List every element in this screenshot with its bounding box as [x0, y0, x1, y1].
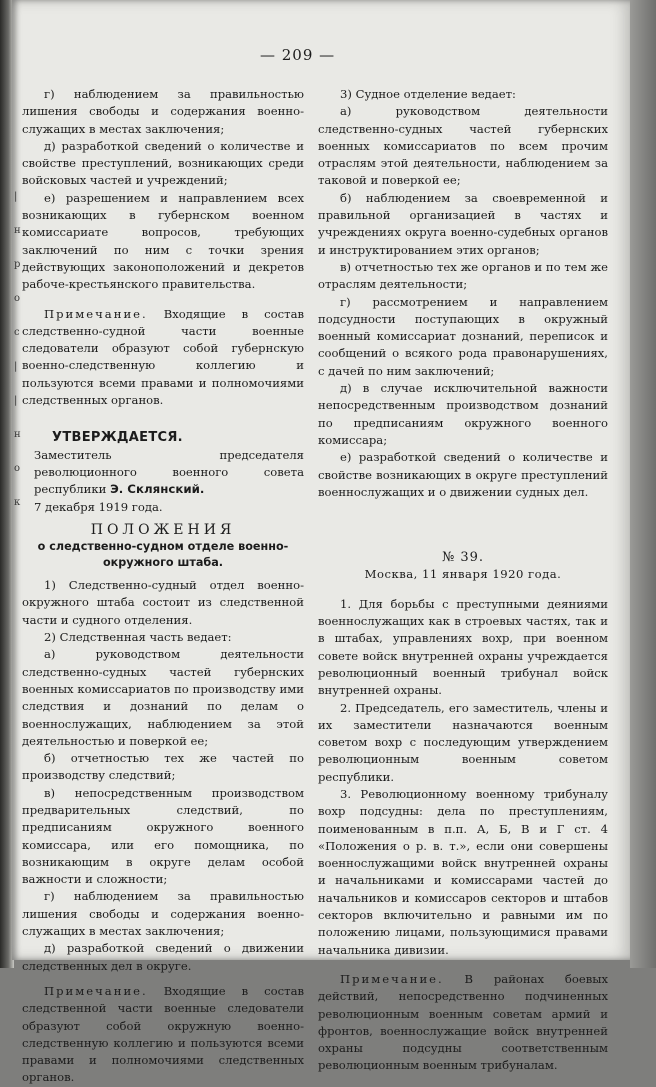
page-number: — 209 — [260, 46, 336, 64]
item-3g: г) рассмотрением и направлением подсудности поступающих в окружный военный комиссариат дознаний, переписок и сообщений о всякого рода правонарушениях, с дачей по ним заключений; [318, 294, 608, 378]
item-1: 1) Следственно-судный отдел военно-окружного штаба состоит из следственной части и судного отделения. [22, 578, 304, 627]
item-2b: б) отчетностью тех же частей по производству следствий; [22, 751, 304, 783]
paragraph-3: 3. Революционному военному трибуналу вохр подсудны: дела по преступлениям, поименованным в п.п. А, Б, В и Г ст. 4 «Положения о р. в. т.», если они совершены военнослужащими войск внутренней охраны и начальниками и комиссарами частей до начальников и комиссаров секторов и штабов секторов включительно и равными им по положению лицами, пользующимися правами начальника дивизии. [318, 786, 608, 957]
note-1-heading: Примечание. [44, 306, 148, 321]
item-2d: д) разработкой сведений о движении следственных дел в округе. [22, 941, 304, 973]
item-3e: е) разработкой сведений о количестве и свойстве возникающих в округе преступлений военнослужащих и о движении судных дел. [318, 450, 608, 499]
item-2a: а) руководством деятельности следственно-судных частей губернских военных комиссариатов по производству ими следствия и дознаний по делам о военнослужащих, наблюдением за этой деятельностью и поверкой ее; [22, 647, 304, 748]
clause-d: д) разработкой сведений о количестве и свойстве преступлений, возникающих среди войсковых частей и учреждений; [22, 138, 304, 188]
approval-title: УТВЕРЖДАЕТСЯ. [52, 430, 183, 446]
item-3a: а) руководством деятельности следственно-судных частей губернских военных комиссариатов по всем прочим отраслям этой деятельности, наблюдением за таковой и поверкой ее; [318, 104, 608, 188]
paragraph-1: 1. Для борьбы с преступными деяниями военнослужащих как в строевых частях, так и в штабах, управлениях вохр, при военном совете войск внутренней охраны учреждается революционный военный трибунал войск внутренней охраны. [318, 596, 608, 698]
approval-date: 7 декабря 1919 года. [34, 499, 163, 514]
gutter-marks: | н р о с | | н о к [14, 191, 21, 508]
item-3: 3) Судное отделение ведает: [340, 87, 516, 101]
note-2-heading: Примечание. [44, 983, 148, 998]
note-1-text: Входящие в состав следственно-судной части военные следователи образуют собой губернскую военно-следственную коллегию и пользуются всеми правами и полномочиями следственных органов. [22, 306, 305, 408]
clause-g: г) наблюдением за правильностью лишения свободы и содержания военно-служащих в местах заключения; [22, 87, 304, 136]
place-date: Москва, 11 января 1920 года. [364, 567, 562, 582]
note-2-text: Входящие в состав следственной части военные следователи образуют собой окружную военно-следственную коллегию и пользуются всеми правами и полномочиями следственных органов. [22, 983, 305, 1085]
note-3-heading: Примечание. [340, 971, 444, 986]
item-3v: в) отчетностью тех же органов и по тем же отраслям деятельности; [318, 259, 608, 292]
regulation-title: ПОЛОЖЕНИЯ [90, 521, 236, 538]
item-3d: д) в случае исключительной важности непосредственным производством дознаний по предписаниям окружного военного комиссара; [318, 381, 608, 447]
approval-block [22, 447, 304, 499]
note-2 [22, 983, 304, 1087]
note-3 [318, 971, 608, 1075]
clause-e: е) разрешением и направлением всех возникающих в губернском военном комиссариате вопросов, требующих заключений по ним с точки зрения действующих законоположений и декретов рабоче-крестьянского правительства. [22, 190, 304, 292]
paragraph-2: 2. Председатель, его заместитель, члены и их заместители назначаются военным советом вохр с последующим утверждением революционным военным советом республики. [318, 700, 608, 784]
document-number: № 39. [441, 550, 485, 566]
approval-line: Заместитель председателя революционного военного совета республики [34, 447, 304, 497]
approval-signer: Э. Склянский. [110, 482, 205, 497]
item-3b: б) наблюдением за своевременной и правильной организацией в частях и учреждениях округа военно-судебных органов и инструктированием этих органов; [318, 190, 608, 257]
note-3-text: В районах боевых действий, непосредственно подчиненных революционным военным советам армий и фронтов, военнослужащие войск внутренней охраны подсудны соответственным революционным военным трибуналам. [318, 971, 608, 1073]
right-column [318, 86, 608, 1075]
note-1 [22, 306, 304, 410]
item-2g: г) наблюдением за правильностью лишения свободы и содержания военно-служащих в местах заключения; [22, 889, 304, 939]
left-column [22, 86, 304, 1087]
page-edge [630, 0, 656, 968]
item-2v: в) непосредственным производством предварительных следствий, по предписаниям окружного военного комиссара, или его помощника, по возникающим в округе делам особой важности и сложности; [22, 785, 304, 887]
item-2: 2) Следственная часть ведает: [44, 630, 232, 645]
document-page [12, 0, 630, 1085]
regulation-subtitle: о следственно-судном отделе военно-окружного штаба. [37, 540, 289, 570]
